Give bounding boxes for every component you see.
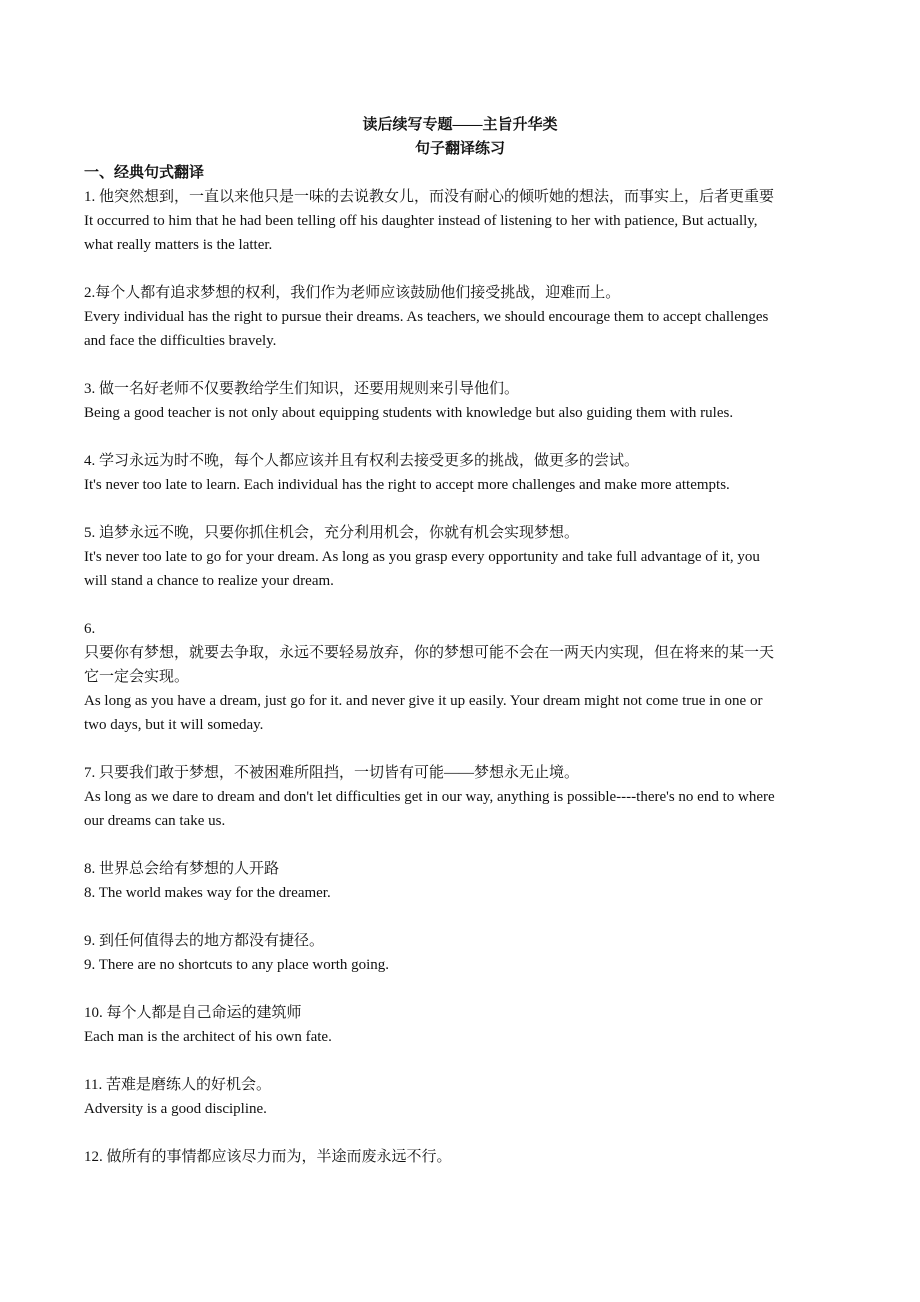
item-5-chinese: 5. 追梦永远不晚，只要你抓住机会，充分利用机会，你就有机会实现梦想。 <box>84 525 580 541</box>
document-title: 读后续写专题——主旨升华类 <box>362 117 558 133</box>
document-subtitle: 句子翻译练习 <box>414 141 505 157</box>
item-8-chinese: 8. 世界总会给有梦想的人开路 <box>84 861 280 877</box>
item-3-english: Being a good teacher is not only about equipping students with knowledge but also guiding them with rules. <box>84 405 734 421</box>
item-11-chinese: 11. 苦难是磨练人的好机会。 <box>84 1077 271 1093</box>
item-5-english-cont: will stand a chance to realize your dream. <box>84 573 334 589</box>
item-8-english: 8. The world makes way for the dreamer. <box>84 885 331 901</box>
item-2-english-cont: and face the difficulties bravely. <box>84 333 277 349</box>
item-2-chinese: 2.每个人都有追求梦想的权利，我们作为老师应该鼓励他们接受挑战，迎难而上。 <box>84 285 621 301</box>
item-4-english: It's never too late to learn. Each individual has the right to accept more challenges and make more attempts. <box>84 477 730 493</box>
item-1-english-cont: what really matters is the latter. <box>84 237 273 253</box>
item-7-english-cont: our dreams can take us. <box>84 813 226 829</box>
item-4-chinese: 4. 学习永远为时不晚，每个人都应该并且有权利去接受更多的挑战，做更多的尝试。 <box>84 453 640 469</box>
item-7-chinese: 7. 只要我们敢于梦想，不被困难所阻挡，一切皆有可能——梦想永无止境。 <box>84 765 580 781</box>
item-7-english: As long as we dare to dream and don't let difficulties get in our way, anything is possible----there's no end to where <box>84 789 775 805</box>
item-6-english: As long as you have a dream, just go for it. and never give it up easily. Your dream might not come true in one or <box>84 693 763 709</box>
item-12-chinese: 12. 做所有的事情都应该尽力而为，半途而废永远不行。 <box>84 1149 452 1165</box>
item-11-english: Adversity is a good discipline. <box>84 1101 267 1117</box>
item-3-chinese: 3. 做一名好老师不仅要教给学生们知识，还要用规则来引导他们。 <box>84 381 520 397</box>
item-9-english: 9. There are no shortcuts to any place worth going. <box>84 957 390 973</box>
item-10-english: Each man is the architect of his own fate. <box>84 1029 332 1045</box>
item-9-chinese: 9. 到任何值得去的地方都没有捷径。 <box>84 933 325 949</box>
item-6-chinese: 只要你有梦想，就要去争取，永远不要轻易放弃，你的梦想可能不会在一两天内实现，但在将来的某一天 <box>84 645 775 661</box>
item-1-chinese: 1. 他突然想到，一直以来他只是一味的去说教女儿，而没有耐心的倾听她的想法，而事实上，后者更重要 <box>84 189 775 205</box>
section-heading: 一、经典句式翻译 <box>84 165 205 181</box>
item-6-number: 6. <box>84 621 96 637</box>
item-1-english: It occurred to him that he had been telling off his daughter instead of listening to her with patience, But actually, <box>84 213 758 229</box>
item-6-english-cont: two days, but it will someday. <box>84 717 264 733</box>
item-6-chinese-cont: 它一定会实现。 <box>84 669 190 685</box>
item-2-english: Every individual has the right to pursue their dreams. As teachers, we should encourage them to accept challenges <box>84 309 769 325</box>
item-5-english: It's never too late to go for your dream. As long as you grasp every opportunity and take full advantage of it, you <box>84 549 760 565</box>
item-10-chinese: 10. 每个人都是自己命运的建筑师 <box>84 1005 302 1021</box>
